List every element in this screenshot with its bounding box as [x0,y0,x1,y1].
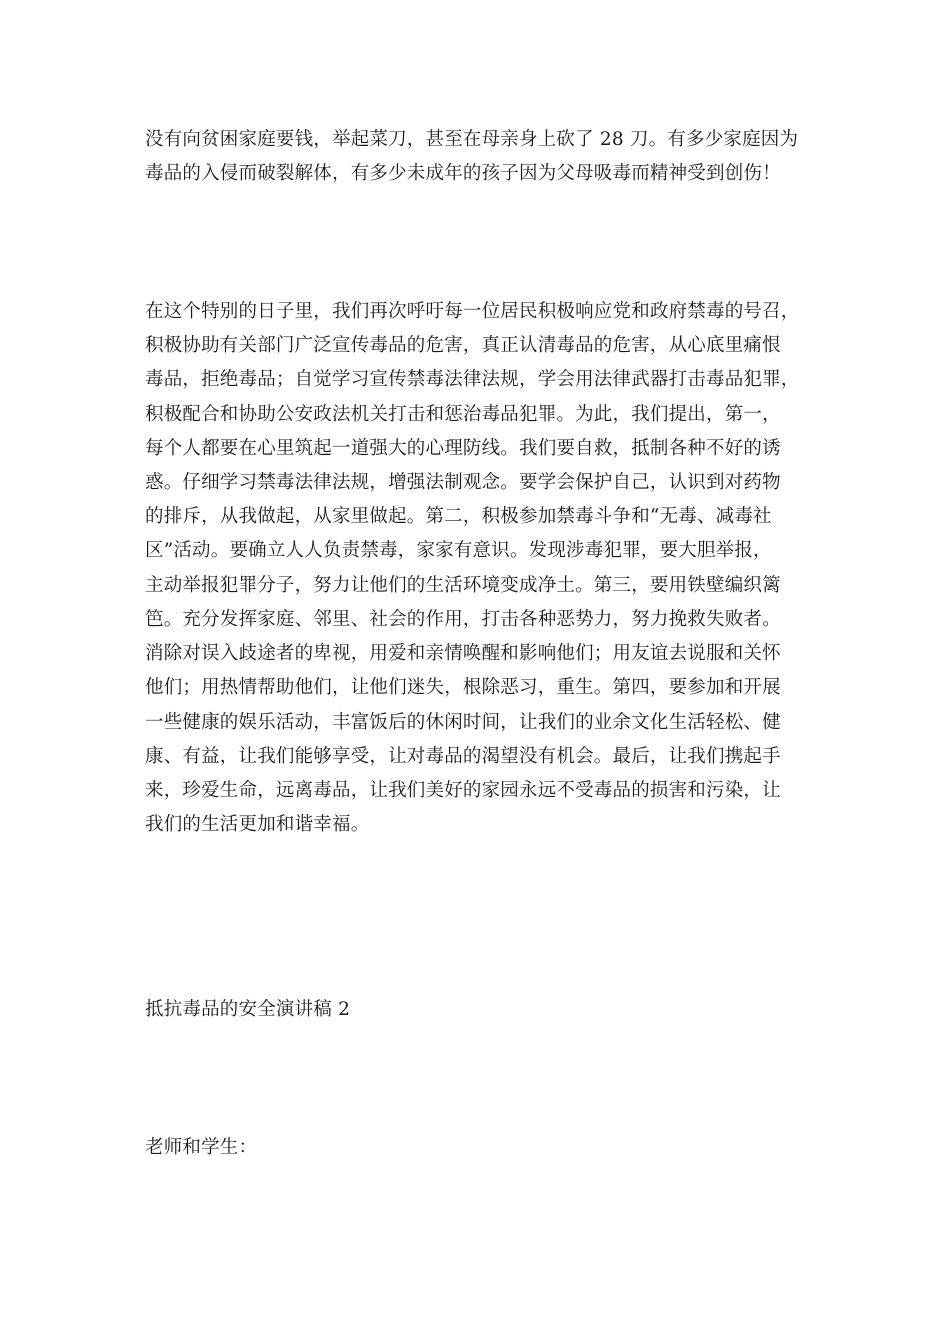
text-line: 积极配合和协助公安政法机关打击和惩治毒品犯罪。为此，我们提出，第一， [145,404,781,425]
text-line: 我们的生活更加和谐幸福。 [145,814,370,835]
text-line: 区”活动。要确立人人负责禁毒，家家有意识。发现涉毒犯罪，要大胆举报， [145,540,772,561]
text-line: 在这个特别的日子里，我们再次呼吁每一位居民积极响应党和政府禁毒的号召， [145,301,800,322]
salutation: 老师和学生： [145,1137,258,1158]
text-line: 他们；用热情帮助他们，让他们迷失，根除恶习，重生。第四，要参加和开展 [145,677,781,698]
text-line: 来，珍爱生命，远离毒品，让我们美好的家园永远不受毒品的损害和污染，让 [145,780,781,801]
text-line: 消除对误入歧途者的卑视，用爱和亲情唤醒和影响他们；用友谊去说服和关怀 [145,643,781,664]
text-line: 积极协助有关部门广泛宣传毒品的危害，真正认清毒品的危害，从心底里痛恨 [145,335,781,356]
text-line: 惑。仔细学习禁毒法律法规，增强法制观念。要学会保护自己，认识到对药物 [145,472,781,493]
text-line: 每个人都要在心里筑起一道强大的心理防线。我们要自救，抵制各种不好的诱 [145,438,781,459]
text-line: 毒品，拒绝毒品；自觉学习宣传禁毒法律法规，学会用法律武器打击毒品犯罪， [145,369,800,390]
text-line: 没有向贫困家庭要钱，举起菜刀，甚至在母亲身上砍了 28 刀。有多少家庭因为 [145,129,799,150]
text-line: 康、有益，让我们能够享受，让对毒品的渴望没有机会。最后，让我们携起手 [145,746,781,767]
text-line: 主动举报犯罪分子，努力让他们的生活环境变成净土。第三，要用铁壁编织篱 [145,575,781,596]
text-line: 毒品的入侵而破裂解体，有多少未成年的孩子因为父母吸毒而精神受到创伤！ [145,163,781,184]
section-title: 抵抗毒品的安全演讲稿 2 [145,999,351,1020]
text-line: 笆。充分发挥家庭、邻里、社会的作用，打击各种恶势力，努力挽救失败者。 [145,609,781,630]
text-line: 一些健康的娱乐活动，丰富饭后的休闲时间，让我们的业余文化生活轻松、健 [145,712,781,733]
text-line: 的排斥，从我做起，从家里做起。第二，积极参加禁毒斗争和“无毒、减毒社 [145,506,772,527]
